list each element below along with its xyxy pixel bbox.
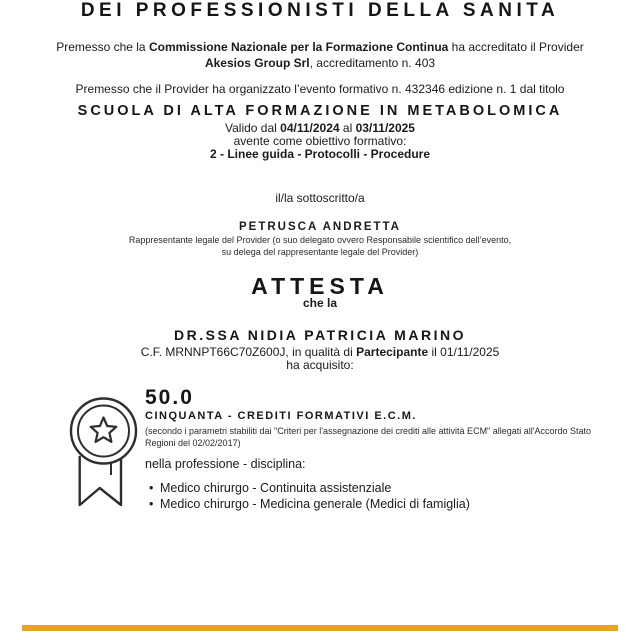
- premise1-accreditation-number: , accreditamento n. 403: [309, 55, 436, 70]
- participant-role: Partecipante: [356, 345, 429, 359]
- bullet-icon: •: [149, 481, 154, 495]
- credits-note: (secondo i parametri stabiliti dai "Criteri per l'assegnazione dei crediti alle attività ECM" allegati all'Accordo Stato Regioni del 02/02/2017): [145, 426, 592, 448]
- premise-accreditation: [0, 40, 640, 71]
- credits-block: [145, 388, 615, 449]
- bullet-icon: •: [149, 496, 154, 511]
- valid-pre: Valido dal: [225, 121, 281, 135]
- premise1-pre: Premesso che la: [56, 40, 149, 54]
- credits-label: CINQUANTA - CREDITI FORMATIVI E.C.M.: [145, 410, 417, 422]
- document-title: DEI PROFESSIONISTI DELLA SANITA: [80, 0, 560, 21]
- fiscal-code-line: [0, 345, 640, 359]
- premise1-provider: Akesios Group Srl: [204, 55, 310, 70]
- premise1-commission: Commissione Nazionale per la Formazione Continua: [148, 40, 449, 54]
- attest-subheading: che la: [302, 296, 338, 310]
- objective-value: 2 - Linee guida - Protocolli - Procedure: [209, 147, 431, 161]
- footer-accent-bar: [22, 625, 618, 631]
- profession-item-text: Medico chirurgo - Continuita assistenziale: [160, 481, 392, 495]
- medal-rosette-icon: [66, 395, 142, 510]
- undersigned-label: il/la sottoscritto/a: [275, 191, 365, 205]
- signer-role-line2: su delega del rappresentante legale del Provider): [221, 246, 419, 257]
- cf-post: il 01/11/2025: [428, 345, 500, 359]
- signer-name: PETRUSCA ANDRETTA: [239, 221, 401, 233]
- objective-label: avente come obiettivo formativo:: [233, 134, 407, 148]
- participant-name: DR.SSA NIDIA PATRICIA MARINO: [174, 327, 466, 343]
- valid-from-date: 04/11/2024: [280, 121, 340, 135]
- profession-label: nella professione - disciplina:: [145, 457, 306, 471]
- attest-heading: ATTESTA: [251, 273, 389, 299]
- list-item: [149, 481, 470, 497]
- acquired-label: ha acquisito:: [286, 358, 354, 372]
- profession-list: [149, 481, 470, 512]
- profession-item-text: Medico chirurgo - Medicina generale (Medici di famiglia): [160, 496, 470, 511]
- valid-mid: al: [339, 121, 356, 135]
- premise-event: Premesso che il Provider ha organizzato l’evento formativo n. 432346 edizione n. 1 dal titolo: [75, 82, 565, 96]
- premise1-post: ha accreditato il Provider: [448, 40, 584, 54]
- signer-role-line1: Rappresentante legale del Provider (o suo delegato ovvero Responsabile scientifico dell’evento,: [128, 235, 512, 245]
- cf-pre: C.F. MRNNPT66C70Z600J, in qualità di: [140, 345, 357, 359]
- validity-line: [0, 121, 640, 135]
- signer-role: [0, 235, 640, 258]
- course-title: SCUOLA DI ALTA FORMAZIONE IN METABOLOMICA: [77, 103, 563, 119]
- credits-value: 50.0: [145, 386, 194, 409]
- list-item: [149, 497, 470, 513]
- valid-to-date: 03/11/2025: [355, 121, 415, 135]
